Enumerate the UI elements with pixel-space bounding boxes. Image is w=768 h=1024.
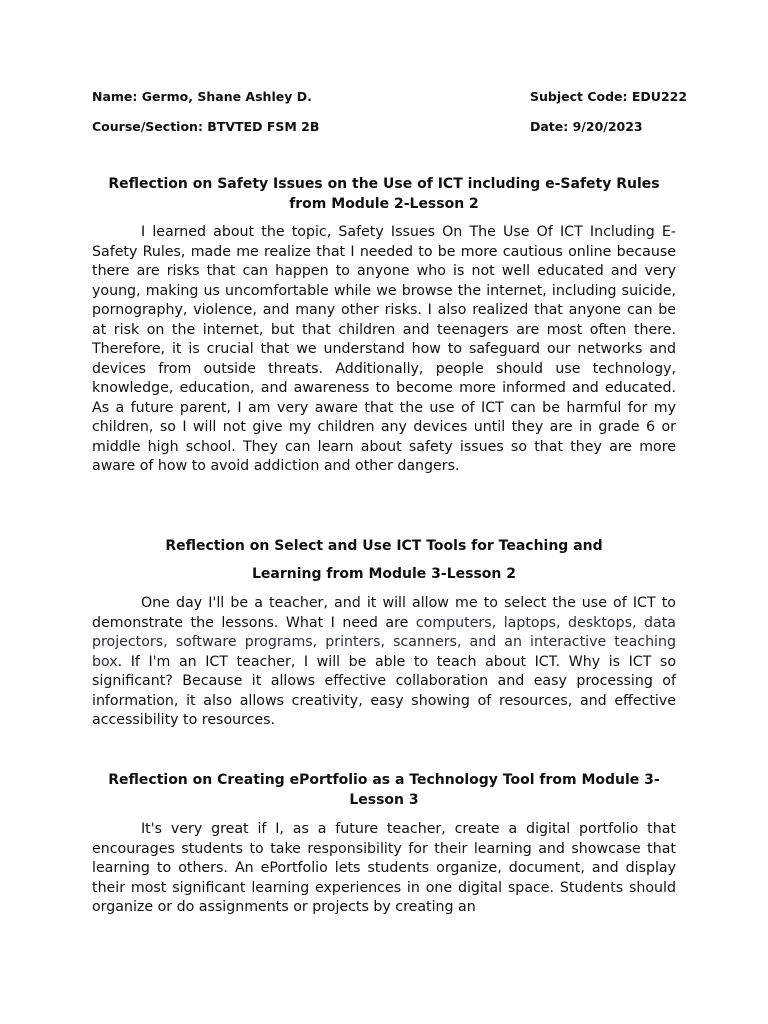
section-3-body: It's very great if I, as a future teacher, create a digital portfolio that encourages students to take responsibility for their learning and showcase that learning to others. An ePortfolio lets students organize, document, and display their most significant learning experiences in one digital space. Students should organize or do assignments or projects by creating an bbox=[92, 821, 676, 915]
section-1-title: Reflection on Safety Issues on the Use of ICT including e-Safety Rules from Module 2-Lesson 2 bbox=[108, 176, 660, 212]
section-2-body bbox=[92, 594, 676, 731]
course-section: Course/Section: BTVTED FSM 2B bbox=[92, 119, 320, 134]
section-3-title: Reflection on Creating ePortfolio as a Technology Tool from Module 3-Lesson 3 bbox=[108, 772, 660, 808]
subject-code: Subject Code: EDU222 bbox=[530, 89, 688, 104]
ict-tools-list: computers, laptops, desktops, data projectors, software programs, printers, scanners, and an interactive teaching box bbox=[92, 614, 676, 670]
student-name: Name: Germo, Shane Ashley D. bbox=[92, 89, 312, 104]
section-1-body: I learned about the topic, Safety Issues On The Use Of ICT Including E-Safety Rules, made me realize that I needed to be more cautious online because there are risks that can happen to anyone who is not well educated and very young, making us uncomfortable while we browse the internet, including suicide, pornography, violence, and many other risks. I also realized that anyone can be at risk on the internet, but that children and teenagers are most often there. Therefore, it is crucial that we understand how to safeguard our networks and devices from outside threats. Additionally, people should use technology, knowledge, education, and awareness to become more informed and educated. As a future parent, I am very aware that the use of ICT can be harmful for my children, so I will not give my children any devices until they are in grade 6 or middle high school. They can learn about safety issues so that they are more aware of how to avoid addiction and other dangers. bbox=[92, 224, 676, 474]
section-2-title-line-2: Learning from Module 3-Lesson 2 bbox=[251, 566, 516, 582]
date: Date: 9/20/2023 bbox=[530, 119, 643, 134]
section-2-body-start: One day I'll be a teacher, and it will allow me to select the use of ICT to demonstrate the lessons. What I need are bbox=[92, 595, 676, 631]
section-2-body-end: . If I'm an ICT teacher, I will be able to teach about ICT. Why is ICT so significant? Because it allows effective collaboration and easy processing of information, it also allows creativity, easy showing of resources, and effective accessibility to resources. bbox=[92, 653, 676, 728]
section-2-title-line-1: Reflection on Select and Use ICT Tools for Teaching and bbox=[165, 538, 603, 554]
